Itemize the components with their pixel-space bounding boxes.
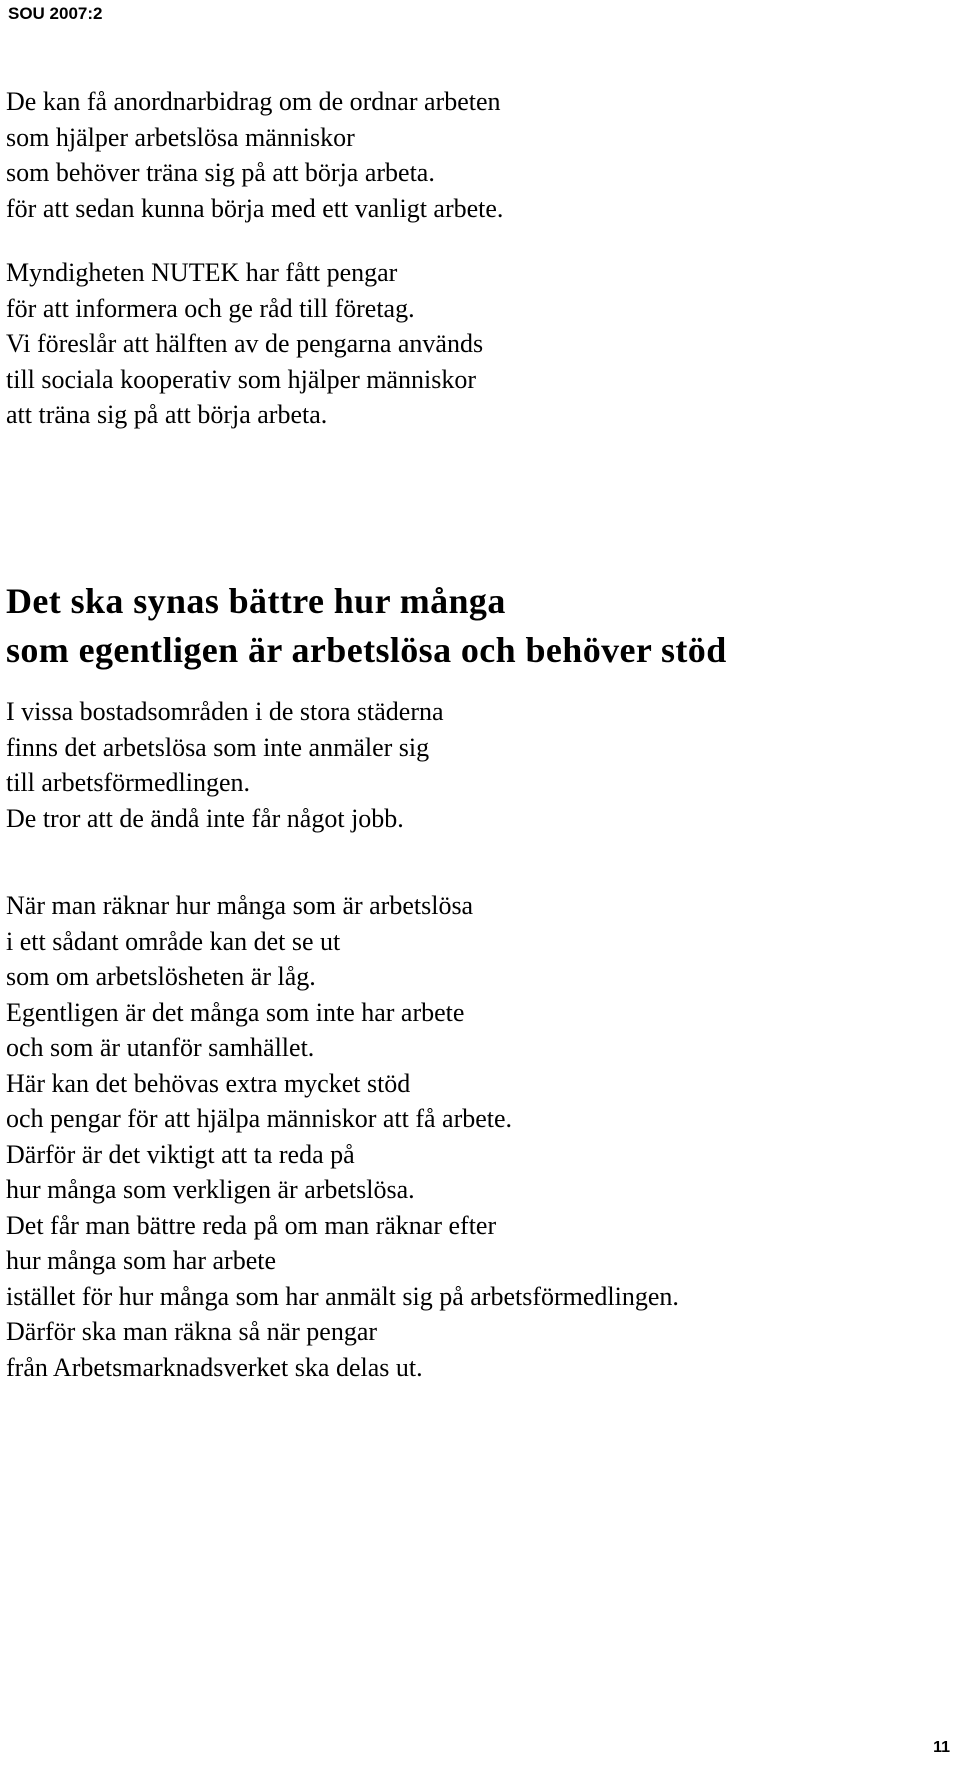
- paragraph-raknar-arbetslosa: [6, 888, 679, 1385]
- text-line: De tror att de ändå inte får något jobb.: [6, 803, 404, 833]
- text-line: i ett sådant område kan det se ut: [6, 926, 341, 956]
- text-line: för att sedan kunna börja med ett vanligt arbete.: [6, 193, 504, 223]
- text-line: Därför ska man räkna så när pengar: [6, 1317, 378, 1346]
- text-line: och som är utanför samhället.: [6, 1033, 315, 1062]
- text-line: hur många som har arbete: [6, 1246, 277, 1275]
- text-line: som hjälper arbetslösa människor: [6, 122, 355, 152]
- text-line: Vi föreslår att hälften av de pengarna används: [6, 329, 484, 358]
- text-line: som om arbetslösheten är låg.: [6, 962, 316, 991]
- text-line: De kan få anordnarbidrag om de ordnar arbeten: [6, 87, 501, 116]
- paragraph-bostadsomraden: [6, 694, 444, 836]
- text-line: Det får man bättre reda på om man räknar efter: [6, 1210, 497, 1240]
- text-line: När man räknar hur många som är arbetslösa: [6, 891, 474, 920]
- text-line: som behöver träna sig på att börja arbeta.: [6, 158, 435, 187]
- paragraph-anordnarbidrag: [6, 84, 503, 226]
- text-line: från Arbetsmarknadsverket ska delas ut.: [6, 1352, 423, 1382]
- text-line: Egentligen är det många som inte har arbete: [6, 997, 465, 1027]
- text-line: finns det arbetslösa som inte anmäler sig: [6, 732, 430, 762]
- text-line: att träna sig på att börja arbeta.: [6, 400, 328, 429]
- section-heading-line: Det ska synas bättre hur många: [6, 581, 506, 621]
- text-line: I vissa bostadsområden i de stora städerna: [6, 697, 444, 726]
- text-line: för att informera och ge råd till företag.: [6, 293, 415, 323]
- text-line: hur många som verkligen är arbetslösa.: [6, 1175, 415, 1204]
- section-heading-line: som egentligen är arbetslösa och behöver stöd: [6, 630, 727, 670]
- document-series-label: SOU 2007:2: [8, 4, 103, 23]
- text-line: till sociala kooperativ som hjälper människor: [6, 364, 477, 394]
- text-line: till arbetsförmedlingen.: [6, 768, 251, 797]
- text-line: istället för hur många som har anmält sig på arbetsförmedlingen.: [6, 1281, 679, 1311]
- text-line: Myndigheten NUTEK har fått pengar: [6, 258, 398, 287]
- text-line: och pengar för att hjälpa människor att få arbete.: [6, 1104, 513, 1133]
- text-line: Här kan det behövas extra mycket stöd: [6, 1068, 411, 1098]
- section-heading: [6, 577, 727, 675]
- text-line: Därför är det viktigt att ta reda på: [6, 1139, 355, 1169]
- page-number: 11: [933, 1739, 950, 1756]
- paragraph-nutek: [6, 255, 483, 433]
